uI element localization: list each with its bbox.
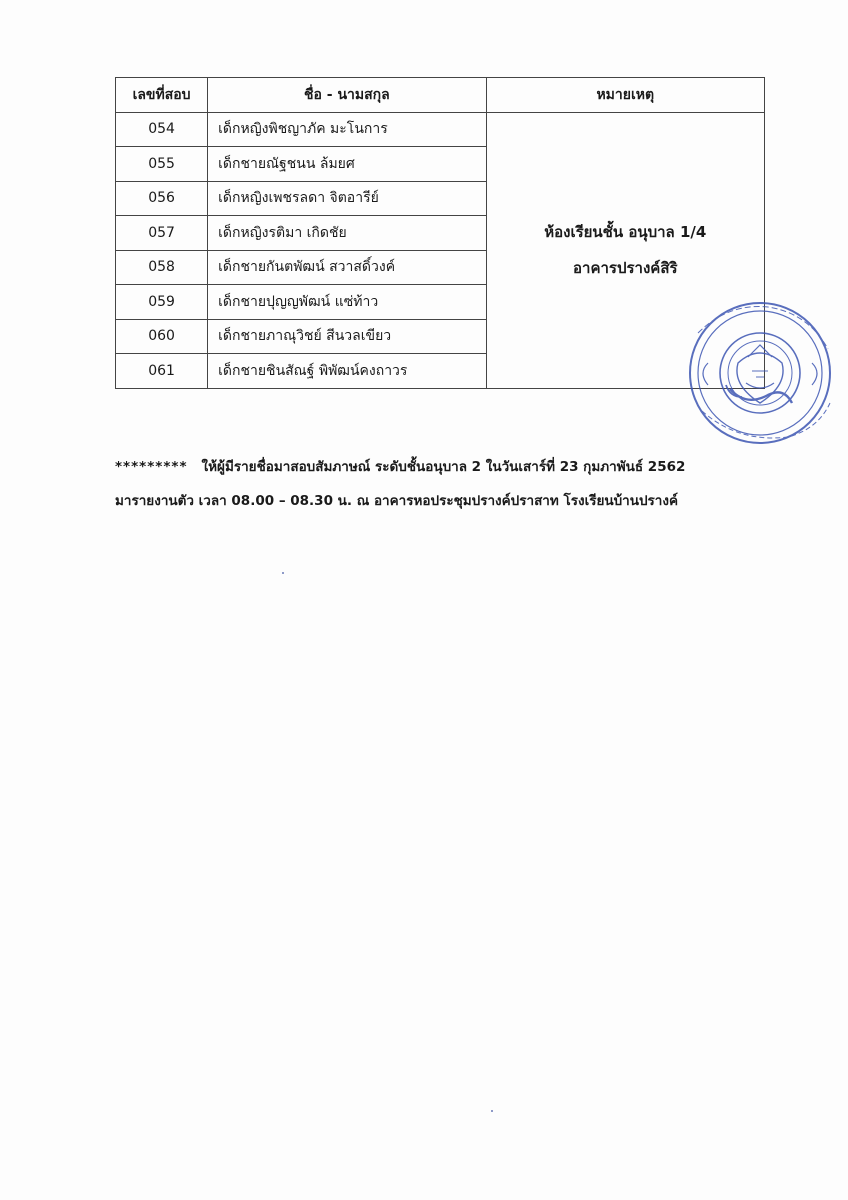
exam-number-cell: 058 [116, 250, 208, 285]
student-name-cell: เด็กชายปุญญพัฒน์ แซ่ท้าว [208, 285, 486, 320]
student-name-cell: เด็กชายชินสัณฐ์ พิพัฒน์คงถาวร [208, 354, 486, 389]
remarks-building: อาคารปรางค์สิริ [573, 259, 678, 277]
announcement-line-1 [115, 450, 755, 484]
school-seal-icon [668, 293, 840, 449]
header-full-name: ชื่อ - นามสกุล [208, 78, 486, 113]
student-name-cell: เด็กหญิงรติมา เกิดชัย [208, 216, 486, 251]
exam-number-cell: 059 [116, 285, 208, 320]
exam-number-cell: 055 [116, 147, 208, 182]
student-name-cell: เด็กชายภาณุวิชย์ สีนวลเขียว [208, 319, 486, 354]
student-name-cell: เด็กหญิงพิชญาภัค มะโนการ [208, 112, 486, 147]
announcement-text [115, 450, 755, 518]
exam-number-cell: 060 [116, 319, 208, 354]
student-name-cell: เด็กชายณัฐชนน ล้มยศ [208, 147, 486, 182]
asterisk-marker: ********* [115, 459, 188, 475]
announcement-line-1-text: ให้ผู้มีรายชื่อมาสอบสัมภาษณ์ ระดับชั้นอนุบาล 2 ในวันเสาร์ที่ 23 กุมภาพันธ์ 2562 [201, 459, 686, 475]
scan-speck [282, 572, 284, 574]
scan-speck [491, 1110, 493, 1112]
announcement-line-2: มารายงานตัว เวลา 08.00 – 08.30 น. ณ อาคารหอประชุมปรางค์ปราสาท โรงเรียนบ้านปรางค์ [115, 493, 678, 509]
exam-number-cell: 057 [116, 216, 208, 251]
exam-number-cell: 056 [116, 181, 208, 216]
header-remarks: หมายเหตุ [486, 78, 764, 113]
exam-number-cell: 061 [116, 354, 208, 389]
table-header-row [116, 78, 765, 113]
student-name-cell: เด็กชายกันตพัฒน์ สวาสดิ์วงค์ [208, 250, 486, 285]
remarks-classroom: ห้องเรียนชั้น อนุบาล 1/4 [544, 223, 707, 241]
table-row [116, 112, 765, 147]
exam-number-cell: 054 [116, 112, 208, 147]
header-exam-number: เลขที่สอบ [116, 78, 208, 113]
student-name-cell: เด็กหญิงเพชรลดา จิตอารีย์ [208, 181, 486, 216]
